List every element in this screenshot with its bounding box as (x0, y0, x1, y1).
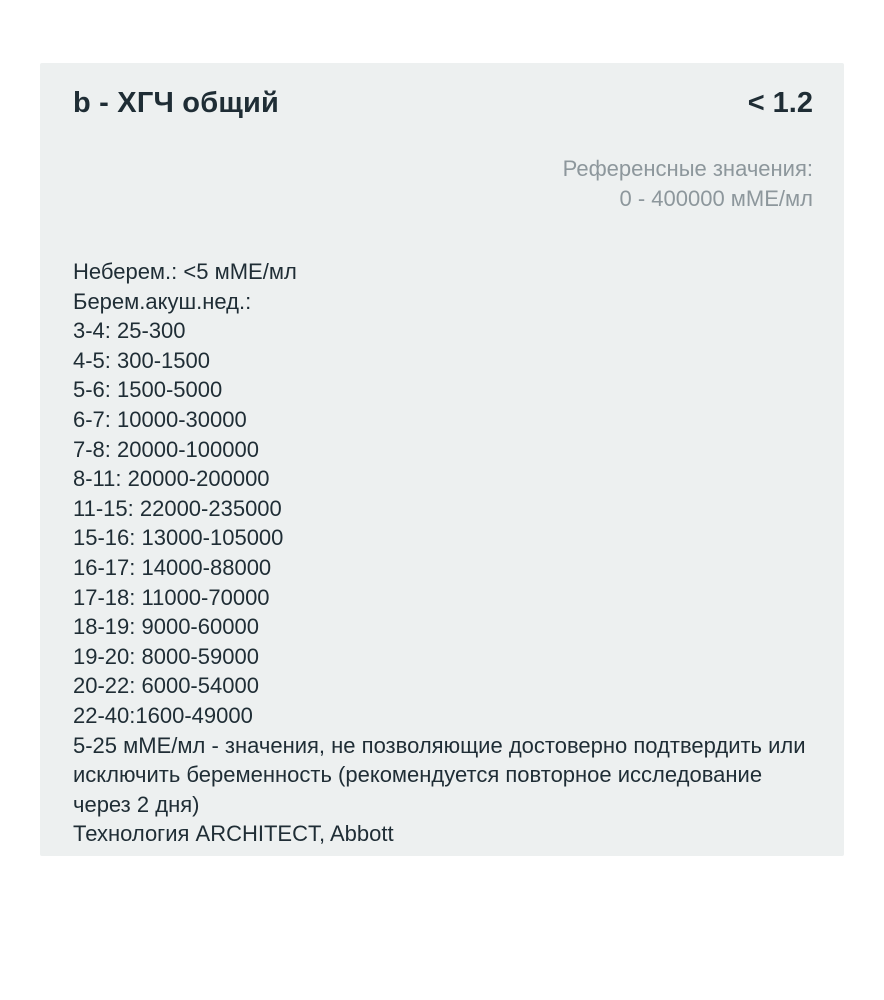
detail-line: Технология ARCHITECT, Abbott (73, 821, 394, 847)
detail-line: 5-25 мМЕ/мл - значения, не позволяющие достоверно подтвердить или исключить беременность (рекомендуется повторное исследование через 2 дня) (73, 732, 806, 817)
detail-line: 15-16: 13000-105000 (73, 525, 284, 551)
title-row (73, 87, 813, 120)
reference-values-label: Референсные значения: (562, 156, 813, 181)
detail-line: 22-40:1600-49000 (73, 702, 253, 728)
test-result-card (40, 63, 844, 856)
detail-line: Неберем.: <5 мМЕ/мл (73, 259, 297, 284)
reference-values-range: 0 - 400000 мМЕ/мл (619, 185, 813, 211)
test-name: b - ХГЧ общий (73, 87, 280, 119)
detail-line: 3-4: 25-300 (73, 318, 186, 344)
test-result-value: < 1.2 (747, 87, 813, 119)
detail-line: 7-8: 20000-100000 (73, 436, 259, 462)
detail-line: 17-18: 11000-70000 (73, 584, 270, 610)
detail-line: 20-22: 6000-54000 (73, 673, 259, 699)
detail-line: 18-19: 9000-60000 (73, 614, 259, 640)
detail-line: Берем.акуш.нед.: (73, 288, 252, 314)
detail-line: 16-17: 14000-88000 (73, 554, 272, 580)
detail-line: 11-15: 22000-235000 (73, 495, 282, 521)
detail-line: 5-6: 1500-5000 (73, 377, 223, 403)
reference-values-block (73, 154, 813, 213)
reference-details-list (73, 257, 813, 849)
detail-line: 4-5: 300-1500 (73, 347, 210, 373)
detail-line: 8-11: 20000-200000 (73, 466, 270, 492)
detail-line: 19-20: 8000-59000 (73, 643, 259, 669)
detail-line: 6-7: 10000-30000 (73, 406, 247, 432)
